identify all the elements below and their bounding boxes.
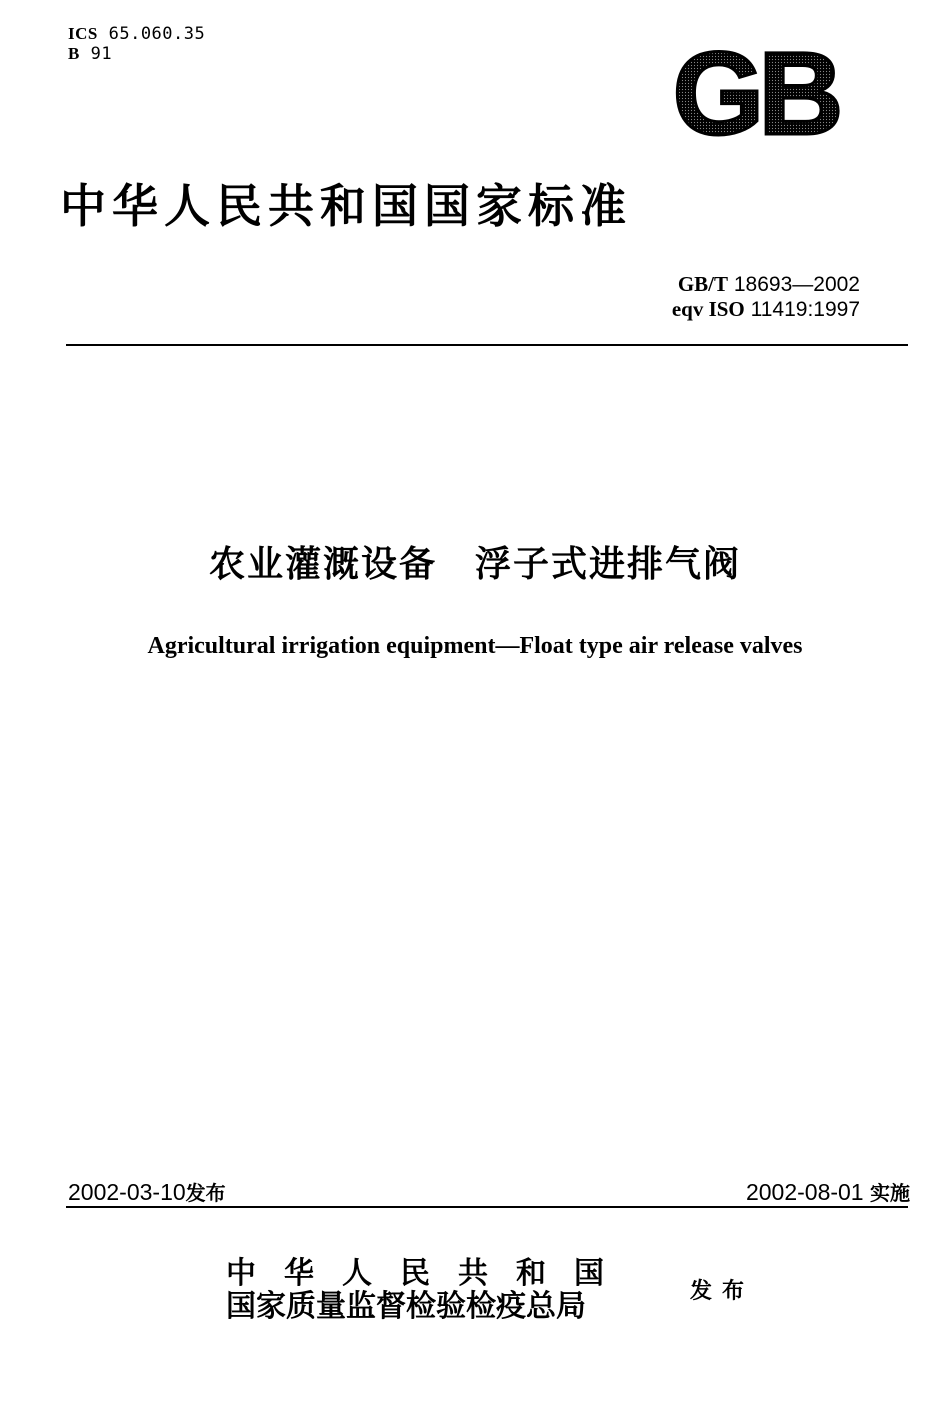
classification-codes	[68, 24, 205, 64]
issue-date-block	[68, 1178, 226, 1207]
implement-label: 实施	[870, 1181, 910, 1205]
ics-line	[68, 24, 205, 44]
implement-date: 2002-08-01	[745, 1179, 864, 1205]
ics-code: 65.060.35	[108, 24, 206, 44]
issue-label: 发布	[185, 1181, 226, 1205]
issuer-action: 发布	[690, 1279, 755, 1304]
standard-title: 中华人民共和国国家标准	[60, 179, 632, 233]
eqv-prefix: eqv ISO	[671, 297, 745, 321]
standard-prefix: GB/T	[677, 272, 729, 296]
standard-number-block	[590, 272, 860, 322]
class-label: B	[68, 44, 80, 63]
top-divider	[66, 344, 908, 346]
standard-code: 18693—2002	[733, 273, 860, 296]
issuer-line-2: 国家质量监督检验检疫总局	[226, 1289, 586, 1324]
class-code: 91	[90, 44, 113, 64]
equivalent-standard	[590, 297, 860, 322]
ics-label: ICS	[68, 24, 98, 43]
implement-date-block	[620, 1178, 910, 1207]
eqv-code: 11419:1997	[750, 298, 860, 321]
bottom-divider	[66, 1206, 908, 1208]
gb-logo	[660, 40, 850, 140]
gb-logo-text: GB	[672, 40, 838, 140]
class-line	[68, 44, 205, 64]
standard-number	[590, 272, 860, 297]
title-chinese: 农业灌溉设备 浮子式进排气阀	[208, 544, 741, 585]
issue-date: 2002-03-10	[68, 1179, 186, 1205]
issuer-line-1: 中华人民共和国	[226, 1256, 632, 1291]
title-english: Agricultural irrigation equipment—Float type air release valves	[147, 633, 803, 659]
